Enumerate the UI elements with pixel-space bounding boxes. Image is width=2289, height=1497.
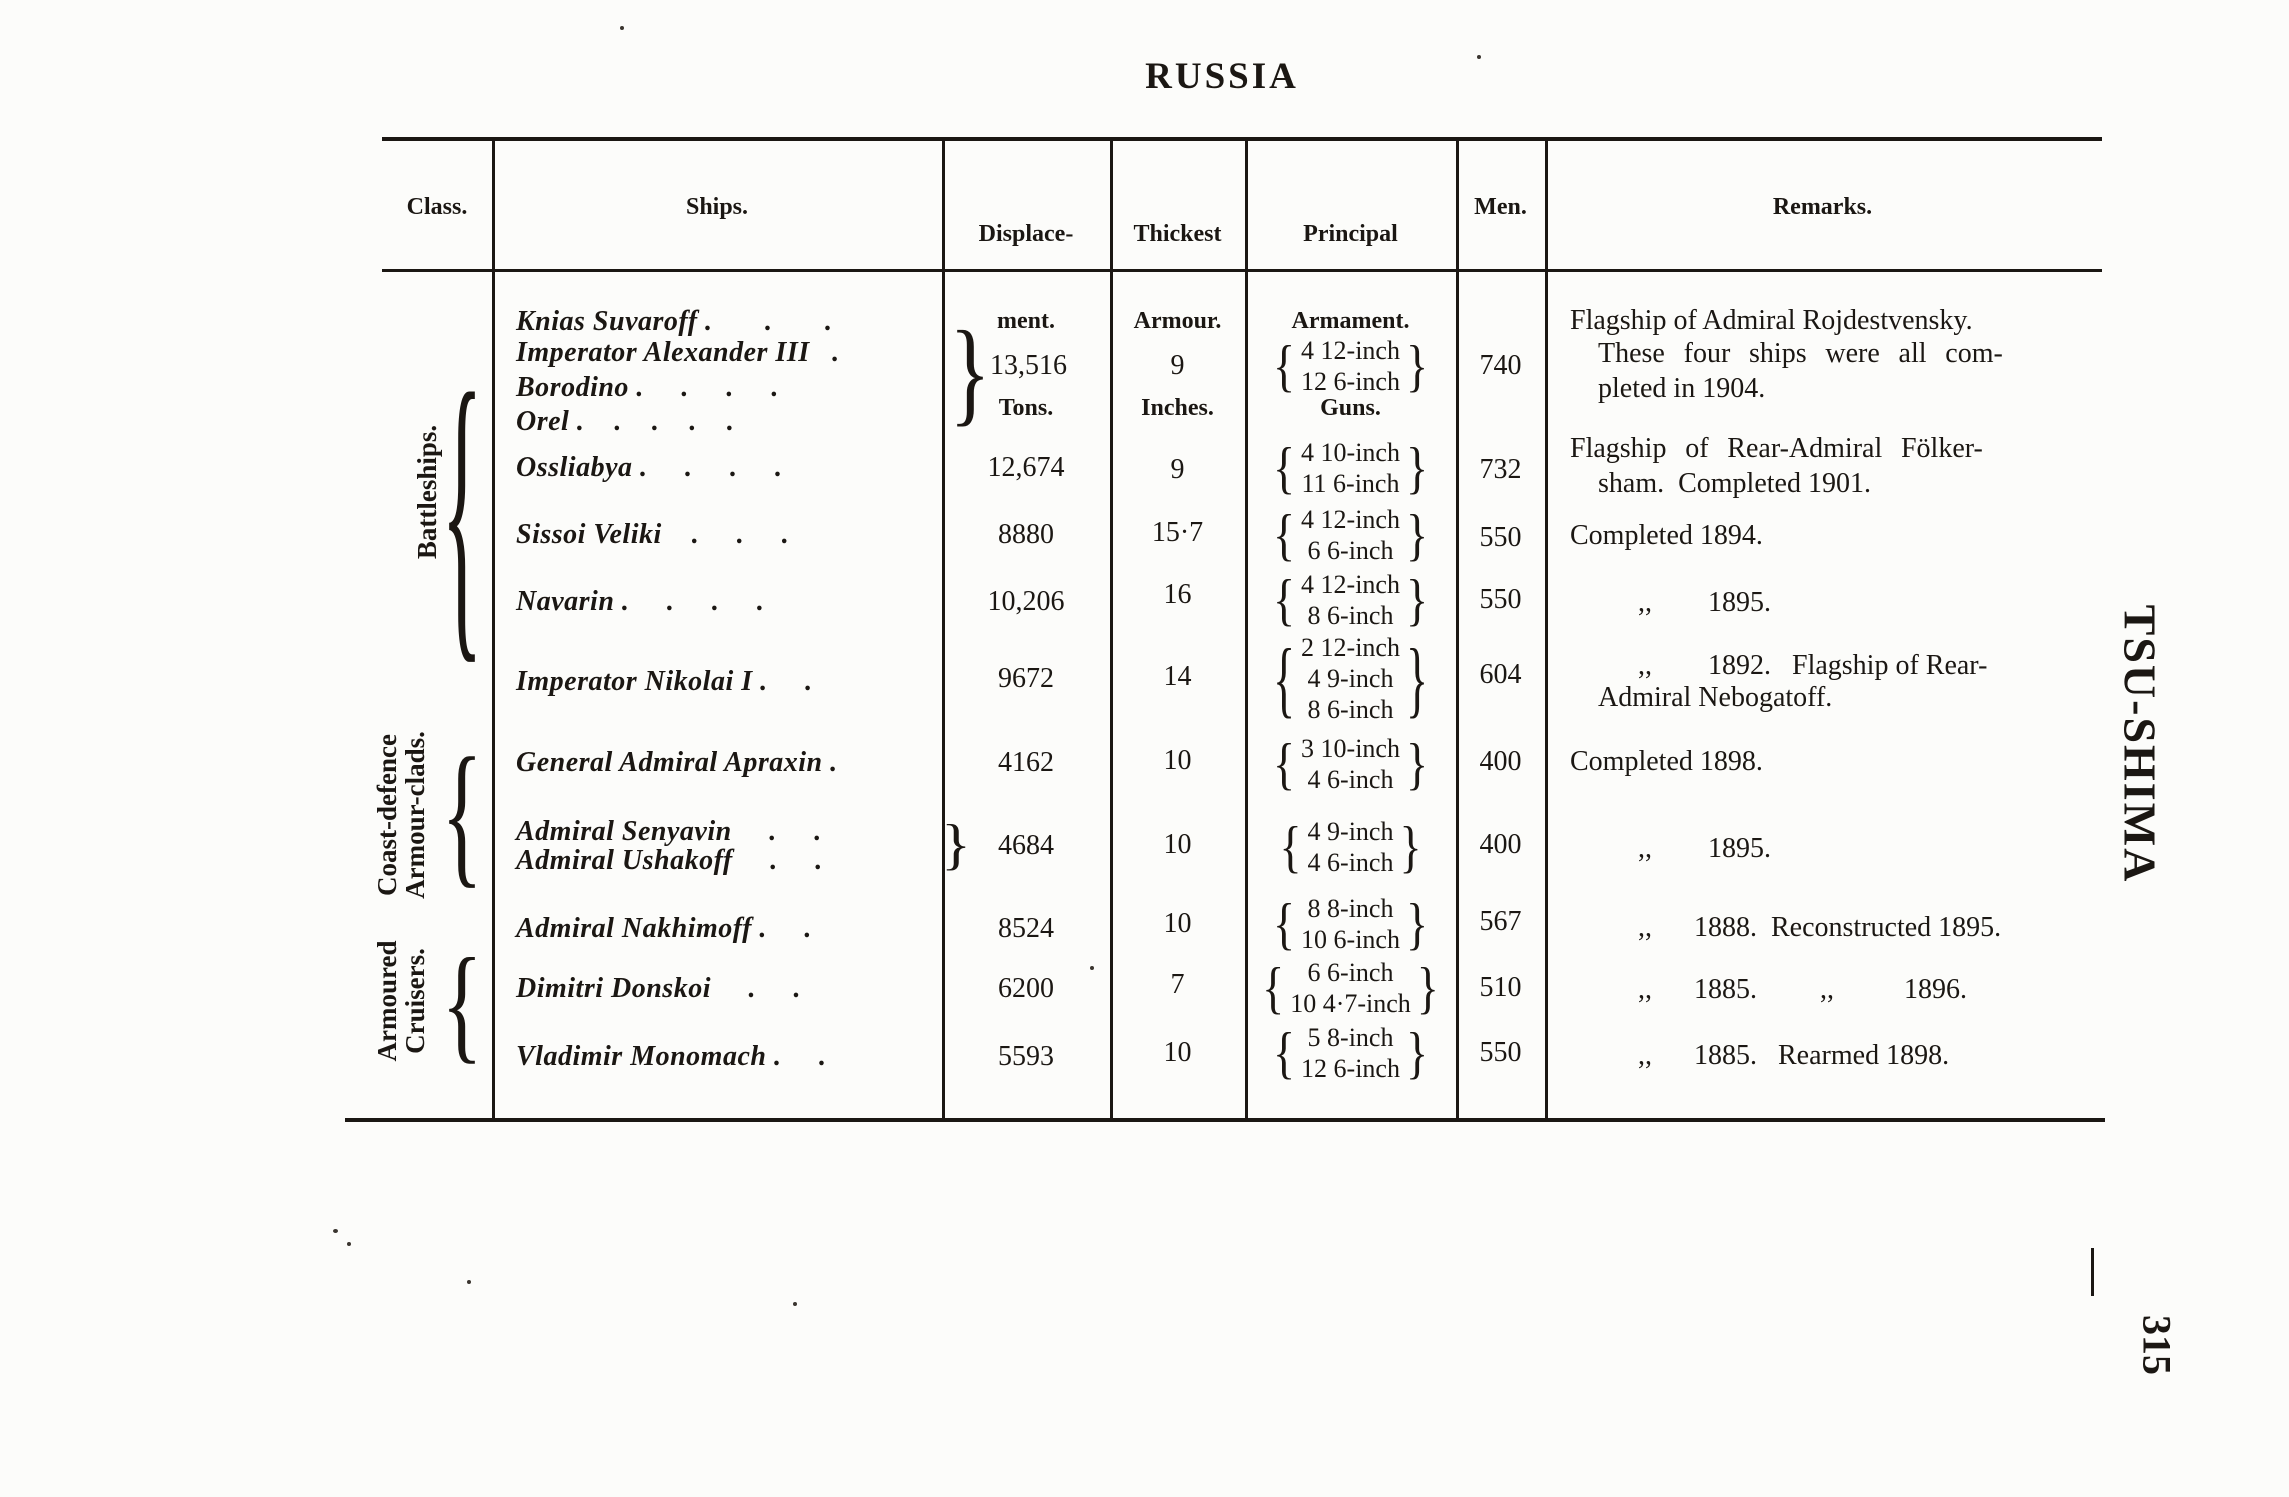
gun-line: 11 6-inch — [1301, 469, 1400, 498]
gun-line: 8 8-inch — [1307, 894, 1394, 923]
right-brace: } — [1405, 333, 1429, 398]
remark-line: ,, 1892. Flagship of Rear- — [1638, 650, 1988, 681]
men-value: 510 — [1479, 972, 1522, 1003]
right-brace: } — [1405, 891, 1429, 956]
armament-cell — [1245, 632, 1456, 725]
header-remarks: Remarks. — [1772, 194, 1873, 220]
class-label-coast-defence: Coast-defence Armour-clads. — [372, 731, 430, 899]
remark-line: ,, 1885. Rearmed 1898. — [1638, 1040, 1950, 1071]
gun-line: 6 6-inch — [1307, 536, 1394, 565]
header-class: Class. — [406, 194, 468, 220]
scan-speck — [793, 1302, 797, 1306]
header-armour: Thickest Armour. Inches. — [1133, 221, 1222, 421]
right-brace: } — [1399, 814, 1422, 879]
ship-name: Knias Suvaroff . . . — [516, 306, 833, 337]
armament-cell — [1245, 733, 1456, 795]
scan-speck — [347, 1242, 351, 1246]
ship-name: Vladimir Monomach . . — [516, 1041, 827, 1072]
displacement-value: 12,674 — [987, 452, 1065, 483]
ship-name: Admiral Senyavin . . — [516, 816, 822, 847]
right-brace: } — [1405, 1020, 1429, 1085]
right-brace: } — [1405, 435, 1429, 500]
armament-cell — [1245, 893, 1456, 955]
left-brace: { — [1272, 630, 1296, 725]
header-men: Men. — [1474, 194, 1527, 220]
scan-speck — [467, 1280, 471, 1284]
left-brace: { — [1272, 435, 1296, 500]
remark-line: Admiral Nebogatoff. — [1598, 682, 1833, 713]
armour-value: 14 — [1163, 661, 1192, 692]
column-line-men-remarks — [1545, 141, 1548, 1118]
scan-speck — [333, 1229, 338, 1233]
left-brace: { — [1279, 814, 1302, 879]
gun-line: 4 6-inch — [1307, 765, 1394, 794]
men-value: 740 — [1479, 350, 1522, 381]
left-brace: { — [1272, 502, 1296, 567]
remark-line: sham. Completed 1901. — [1598, 468, 1871, 499]
armour-value: 10 — [1163, 908, 1192, 939]
ship-name: Orel . . . . . — [516, 406, 735, 437]
men-value: 550 — [1479, 1037, 1522, 1068]
scan-artifact-tick — [2091, 1248, 2094, 1296]
armour-value: 10 — [1163, 745, 1192, 776]
left-brace: { — [1272, 567, 1296, 632]
gun-line: 12 6-inch — [1301, 367, 1400, 396]
armour-value: 16 — [1163, 579, 1192, 610]
scan-speck — [1090, 966, 1094, 970]
displacement-value: 6200 — [998, 973, 1054, 1004]
ship-name: Ossliabya . . . . — [516, 452, 783, 483]
remark-line: pleted in 1904. — [1598, 373, 1766, 404]
displacement-value: 5593 — [998, 1041, 1054, 1072]
armour-value: 15·7 — [1151, 517, 1204, 548]
right-brace: } — [1405, 731, 1429, 796]
column-line-class-ships — [492, 141, 495, 1118]
men-value: 550 — [1479, 584, 1522, 615]
armour-value: 9 — [1170, 350, 1185, 381]
gun-line: 8 6-inch — [1307, 601, 1394, 630]
gun-line: 4 10-inch — [1301, 438, 1400, 467]
gun-line: 10 4·7-inch — [1290, 989, 1411, 1018]
armament-cell — [1245, 1022, 1456, 1084]
side-header: TSU-SHIMA — [2114, 604, 2166, 884]
displacement-value: 4162 — [998, 747, 1054, 778]
displacement-value: 9672 — [998, 663, 1054, 694]
displacement-value: 13,516 — [990, 350, 1067, 381]
men-value: 400 — [1479, 746, 1522, 777]
gun-line: 8 6-inch — [1307, 695, 1394, 724]
remark-line: ,, 1895. — [1638, 833, 1771, 864]
right-brace: } — [1416, 955, 1439, 1020]
ship-name: Sissoi Veliki . . . — [516, 519, 790, 550]
armament-cell — [1245, 335, 1456, 397]
men-value: 400 — [1479, 829, 1522, 860]
ship-name: Admiral Nakhimoff . . — [516, 913, 812, 944]
remark-line: Flagship of Rear-Admiral Fölker- — [1570, 433, 1983, 464]
armour-value: 10 — [1163, 1037, 1192, 1068]
ship-name: Borodino . . . . — [516, 372, 779, 403]
ship-name: General Admiral Apraxin . — [516, 747, 838, 778]
gun-line: 4 12-inch — [1301, 570, 1400, 599]
header-ships: Ships. — [685, 194, 749, 220]
displacement-value: 10,206 — [987, 586, 1065, 617]
ship-name: Dimitri Donskoi . . — [516, 973, 801, 1004]
ship-name: Imperator Nikolai I . . — [516, 666, 813, 697]
gun-line: 4 6-inch — [1307, 848, 1394, 877]
armament-cell — [1245, 816, 1456, 878]
coast-defence-class-brace: { — [441, 724, 483, 902]
armament-cell — [1245, 437, 1456, 499]
remark-line: ,, 1885. ,, 1896. — [1638, 974, 1967, 1005]
gun-line: 4 12-inch — [1301, 336, 1400, 365]
gun-line: 4 9-inch — [1307, 664, 1394, 693]
gun-line: 10 6-inch — [1301, 925, 1400, 954]
ship-name: Imperator Alexander III . — [516, 337, 840, 368]
scan-speck — [1477, 55, 1481, 59]
armament-cell — [1245, 957, 1456, 1019]
left-brace: { — [1272, 891, 1296, 956]
remark-line: These four ships were all com- — [1598, 338, 2003, 369]
scan-speck — [620, 26, 624, 30]
remark-line: Completed 1894. — [1570, 520, 1763, 551]
left-brace: { — [1272, 333, 1296, 398]
remark-line: ,, 1888. Reconstructed 1895. — [1638, 912, 2002, 943]
table-bottom-rule — [345, 1118, 2105, 1122]
armour-value: 9 — [1170, 454, 1185, 485]
right-brace: } — [1405, 502, 1429, 567]
armament-cell — [1245, 504, 1456, 566]
header-armament: Principal Armament. Guns. — [1291, 221, 1410, 421]
men-value: 567 — [1479, 906, 1522, 937]
armoured-cruisers-class-brace: { — [441, 931, 483, 1075]
left-brace: { — [1262, 955, 1285, 1020]
gun-line: 3 10-inch — [1301, 734, 1400, 763]
header-displacement: Displace- ment. Tons. — [978, 221, 1074, 421]
battleships-class-brace: { — [441, 325, 483, 691]
armament-cell — [1245, 569, 1456, 631]
remark-line: Flagship of Admiral Rojdestvensky. — [1570, 305, 1973, 336]
ship-name: Navarin . . . . — [516, 586, 765, 617]
gun-line: 2 12-inch — [1301, 633, 1400, 662]
gun-line: 4 9-inch — [1307, 817, 1394, 846]
table-top-rule — [382, 137, 2102, 141]
page-title: RUSSIA — [1145, 56, 1299, 97]
displacement-value: 8880 — [998, 519, 1054, 550]
men-value: 732 — [1479, 454, 1522, 485]
remark-line: ,, 1895. — [1638, 587, 1771, 618]
gun-line: 12 6-inch — [1301, 1054, 1400, 1083]
borodino-group-brace: } — [949, 307, 991, 437]
class-label-armoured-cruisers: Armoured Cruisers. — [372, 940, 430, 1062]
ship-name: Admiral Ushakoff . . — [516, 845, 823, 876]
left-brace: { — [1272, 731, 1296, 796]
gun-line: 4 12-inch — [1301, 505, 1400, 534]
displacement-value: 4684 — [998, 830, 1054, 861]
remark-line: Completed 1898. — [1570, 746, 1763, 777]
right-brace: } — [1405, 630, 1429, 725]
gun-line: 6 6-inch — [1307, 958, 1394, 987]
men-value: 550 — [1479, 522, 1522, 553]
armour-value: 10 — [1163, 829, 1192, 860]
page-number: 315 — [2134, 1315, 2180, 1375]
armour-value: 7 — [1170, 969, 1185, 1000]
gun-line: 5 8-inch — [1307, 1023, 1394, 1052]
displacement-value: 8524 — [998, 913, 1054, 944]
class-label-battleships: Battleships. — [412, 424, 442, 560]
right-brace: } — [1405, 567, 1429, 632]
left-brace: { — [1272, 1020, 1296, 1085]
senyavin-group-brace: } — [941, 814, 971, 876]
men-value: 604 — [1479, 659, 1522, 690]
